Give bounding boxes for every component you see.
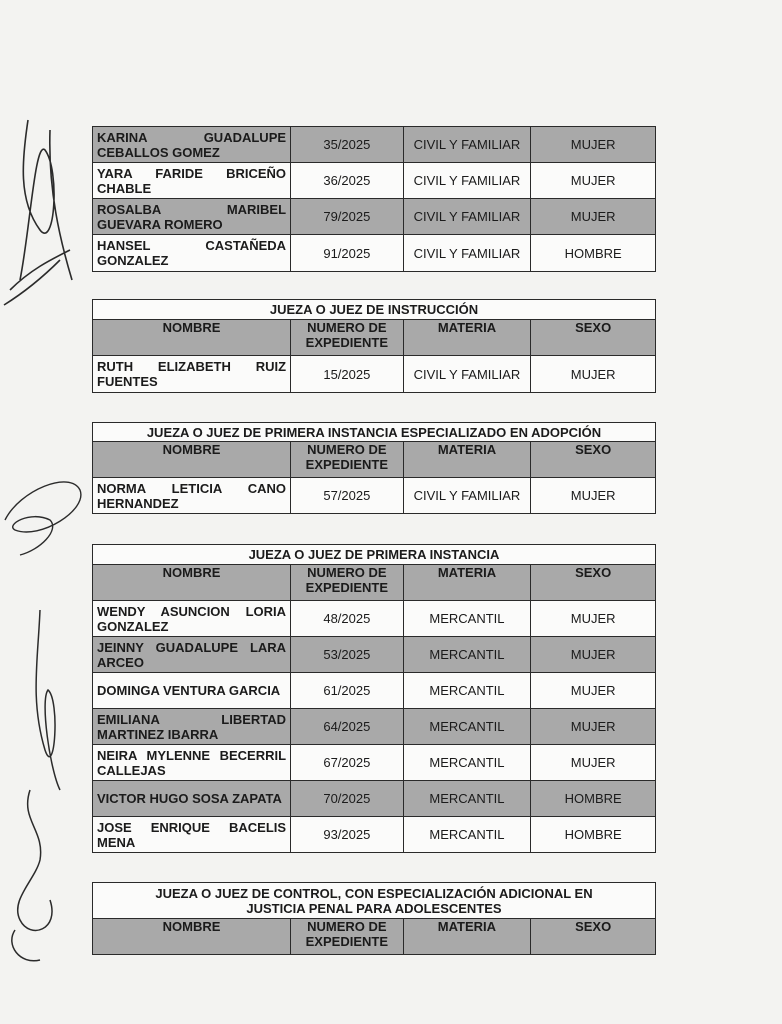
table-row [93, 199, 656, 235]
nombre-cell: JEINNY GUADALUPE LARA ARCEO [93, 637, 291, 673]
expediente-cell: 70/2025 [291, 781, 404, 817]
table-header-row [93, 442, 656, 478]
header-expediente: NUMERO DE EXPEDIENTE [291, 565, 404, 601]
table-adopcion [92, 422, 656, 514]
table-row [93, 637, 656, 673]
header-nombre: NOMBRE [93, 320, 291, 356]
header-nombre: NOMBRE [93, 919, 291, 955]
signature-1 [0, 110, 90, 310]
materia-cell: CIVIL Y FAMILIAR [403, 199, 531, 235]
table-row [93, 127, 656, 163]
expediente-cell: 36/2025 [291, 163, 404, 199]
materia-cell: MERCANTIL [403, 817, 531, 853]
table-row [93, 781, 656, 817]
nombre-cell: HANSEL CASTAÑEDA GONZALEZ [93, 235, 291, 272]
header-sexo: SEXO [531, 565, 656, 601]
materia-cell: CIVIL Y FAMILIAR [403, 356, 531, 393]
table-title: JUEZA O JUEZ DE PRIMERA INSTANCIA [93, 545, 656, 565]
nombre-cell: WENDY ASUNCION LORIA GONZALEZ [93, 601, 291, 637]
nombre-cell: ROSALBA MARIBEL GUEVARA ROMERO [93, 199, 291, 235]
sexo-cell: MUJER [531, 673, 656, 709]
table-row [93, 163, 656, 199]
table-juez-instruccion [92, 299, 656, 393]
header-expediente: NUMERO DE EXPEDIENTE [291, 919, 404, 955]
nombre-cell: VICTOR HUGO SOSA ZAPATA [93, 781, 291, 817]
table-row [93, 709, 656, 745]
header-sexo: SEXO [531, 919, 656, 955]
nombre-cell: DOMINGA VENTURA GARCIA [93, 673, 291, 709]
expediente-cell: 67/2025 [291, 745, 404, 781]
materia-cell: CIVIL Y FAMILIAR [403, 163, 531, 199]
expediente-cell: 57/2025 [291, 478, 404, 514]
nombre-cell: EMILIANA LIBERTAD MARTINEZ IBARRA [93, 709, 291, 745]
sexo-cell: MUJER [531, 745, 656, 781]
header-expediente: NUMERO DE EXPEDIENTE [291, 320, 404, 356]
table-row [93, 235, 656, 272]
materia-cell: CIVIL Y FAMILIAR [403, 127, 531, 163]
nombre-cell: NORMA LETICIA CANO HERNANDEZ [93, 478, 291, 514]
sexo-cell: MUJER [531, 637, 656, 673]
materia-cell: MERCANTIL [403, 781, 531, 817]
header-materia: MATERIA [403, 919, 531, 955]
materia-cell: CIVIL Y FAMILIAR [403, 478, 531, 514]
table-header-row [93, 919, 656, 955]
expediente-cell: 15/2025 [291, 356, 404, 393]
nombre-cell: JOSE ENRIQUE BACELIS MENA [93, 817, 291, 853]
expediente-cell: 91/2025 [291, 235, 404, 272]
table-row [93, 356, 656, 393]
table-row [93, 673, 656, 709]
signature-3 [0, 600, 80, 970]
signature-2 [0, 470, 90, 560]
header-nombre: NOMBRE [93, 442, 291, 478]
header-expediente: NUMERO DE EXPEDIENTE [291, 442, 404, 478]
materia-cell: MERCANTIL [403, 601, 531, 637]
header-materia: MATERIA [403, 320, 531, 356]
table-row [93, 478, 656, 514]
sexo-cell: MUJER [531, 356, 656, 393]
expediente-cell: 79/2025 [291, 199, 404, 235]
table-justicia-adolescentes [92, 882, 656, 955]
sexo-cell: HOMBRE [531, 781, 656, 817]
sexo-cell: HOMBRE [531, 817, 656, 853]
materia-cell: MERCANTIL [403, 637, 531, 673]
expediente-cell: 61/2025 [291, 673, 404, 709]
sexo-cell: MUJER [531, 601, 656, 637]
materia-cell: MERCANTIL [403, 673, 531, 709]
sexo-cell: MUJER [531, 127, 656, 163]
table-row [93, 817, 656, 853]
materia-cell: CIVIL Y FAMILIAR [403, 235, 531, 272]
nombre-cell: NEIRA MYLENNE BECERRIL CALLEJAS [93, 745, 291, 781]
nombre-cell: YARA FARIDE BRICEÑO CHABLE [93, 163, 291, 199]
expediente-cell: 93/2025 [291, 817, 404, 853]
sexo-cell: MUJER [531, 199, 656, 235]
nombre-cell: KARINA GUADALUPE CEBALLOS GOMEZ [93, 127, 291, 163]
header-materia: MATERIA [403, 442, 531, 478]
expediente-cell: 53/2025 [291, 637, 404, 673]
table-header-row [93, 565, 656, 601]
header-sexo: SEXO [531, 442, 656, 478]
table-row [93, 745, 656, 781]
header-nombre: NOMBRE [93, 565, 291, 601]
table-row [93, 601, 656, 637]
table-title: JUEZA O JUEZ DE PRIMERA INSTANCIA ESPECIALIZADO EN ADOPCIÓN [93, 423, 656, 442]
expediente-cell: 64/2025 [291, 709, 404, 745]
sexo-cell: HOMBRE [531, 235, 656, 272]
table-civil-familiar-continuation [92, 126, 656, 272]
table-title: JUEZA O JUEZ DE INSTRUCCIÓN [93, 300, 656, 320]
materia-cell: MERCANTIL [403, 709, 531, 745]
sexo-cell: MUJER [531, 709, 656, 745]
header-materia: MATERIA [403, 565, 531, 601]
expediente-cell: 48/2025 [291, 601, 404, 637]
expediente-cell: 35/2025 [291, 127, 404, 163]
table-primera-instancia [92, 544, 656, 853]
table-header-row [93, 320, 656, 356]
table-title: JUEZA O JUEZ DE CONTROL, CON ESPECIALIZACIÓN ADICIONAL EN JUSTICIA PENAL PARA ADOLESCENTES [93, 883, 656, 919]
sexo-cell: MUJER [531, 163, 656, 199]
nombre-cell: RUTH ELIZABETH RUIZ FUENTES [93, 356, 291, 393]
header-sexo: SEXO [531, 320, 656, 356]
materia-cell: MERCANTIL [403, 745, 531, 781]
sexo-cell: MUJER [531, 478, 656, 514]
